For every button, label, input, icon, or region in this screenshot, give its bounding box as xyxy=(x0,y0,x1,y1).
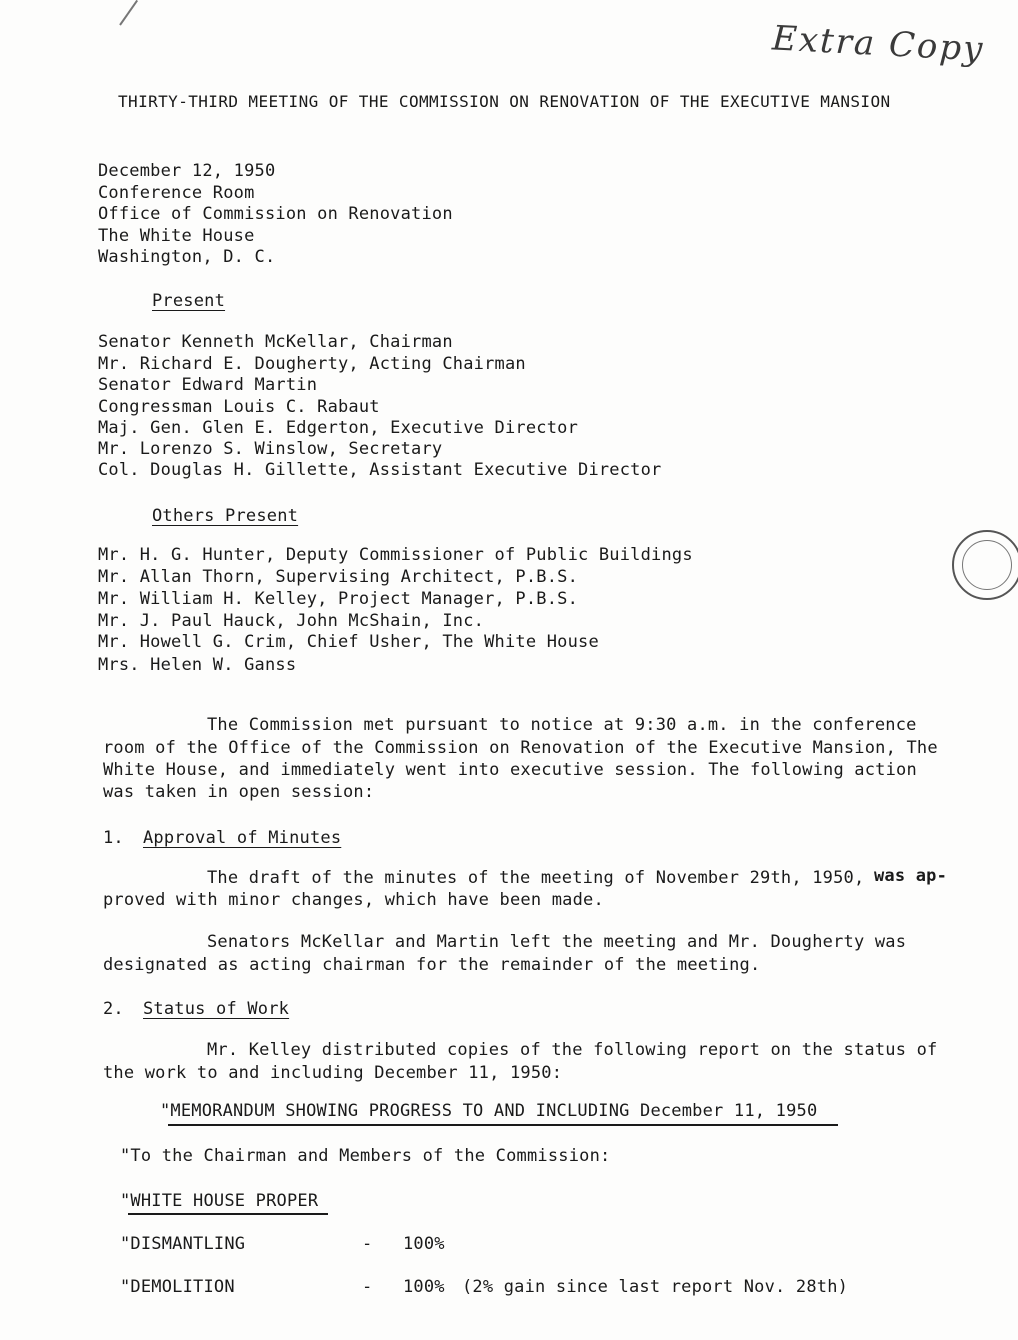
section-1-number: 1. xyxy=(103,828,124,848)
paragraph-line: room of the Office of the Commission on Renovation of the Executive Mansion, The xyxy=(103,738,938,758)
paragraph-line: The Commission met pursuant to notice at 9:30 a.m. in the conference xyxy=(207,715,917,735)
present-member: Senator Edward Martin xyxy=(98,375,318,395)
section-1-para1-line1 xyxy=(207,867,864,889)
memo-heading: "MEMORANDUM SHOWING PROGRESS TO AND INCLUDING December 11, 1950 xyxy=(160,1101,818,1121)
section-2-heading: Status of Work xyxy=(143,999,290,1019)
paragraph-line: White House, and immediately went into executive session. The following action xyxy=(103,760,917,780)
progress-note: (2% gain since last report Nov. 28th) xyxy=(462,1277,849,1297)
memo-heading-underline xyxy=(168,1124,838,1126)
meeting-room: Conference Room xyxy=(98,183,255,203)
others-present-member: Mr. J. Paul Hauck, John McShain, Inc. xyxy=(98,611,485,631)
section-2-para1-line2: the work to and including December 11, 1950: xyxy=(103,1063,563,1083)
section-1-para1-text: The draft of the minutes of the meeting of November 29th, 1950, xyxy=(207,868,865,888)
section-1-para1-line2: proved with minor changes, which have been made. xyxy=(103,890,604,910)
section-1-para1-typed-over: was ap- xyxy=(874,866,948,886)
stamp-inner-ring xyxy=(962,540,1012,590)
meeting-city: Washington, D. C. xyxy=(98,247,276,267)
others-present-member: Mr. Allan Thorn, Supervising Architect, P.B.S. xyxy=(98,567,579,587)
progress-dash: - xyxy=(362,1234,373,1254)
present-member: Mr. Lorenzo S. Winslow, Secretary xyxy=(98,439,443,459)
pencil-mark xyxy=(119,0,138,26)
present-member: Mr. Richard E. Dougherty, Acting Chairman xyxy=(98,354,526,374)
others-present-member: Mr. William H. Kelley, Project Manager, P.B.S. xyxy=(98,589,579,609)
meeting-date: December 12, 1950 xyxy=(98,161,276,181)
meeting-building: The White House xyxy=(98,226,255,246)
section-1-para2-line2: designated as acting chairman for the remainder of the meeting. xyxy=(103,955,761,975)
present-member: Congressman Louis C. Rabaut xyxy=(98,397,380,417)
present-member: Maj. Gen. Glen E. Edgerton, Executive Director xyxy=(98,418,579,438)
section-2-para1-line1: Mr. Kelley distributed copies of the following report on the status of xyxy=(207,1040,938,1060)
document-title: THIRTY-THIRD MEETING OF THE COMMISSION ON RENOVATION OF THE EXECUTIVE MANSION xyxy=(118,92,891,111)
section-1-heading: Approval of Minutes xyxy=(143,828,342,848)
library-stamp xyxy=(952,530,1018,600)
others-present-heading: Others Present xyxy=(152,506,299,526)
present-member: Senator Kenneth McKellar, Chairman xyxy=(98,332,453,352)
others-present-member: Mr. Howell G. Crim, Chief Usher, The White House xyxy=(98,632,599,652)
others-present-member: Mrs. Helen W. Ganss xyxy=(98,655,297,675)
paragraph-line: was taken in open session: xyxy=(103,782,375,802)
progress-value: 100% xyxy=(403,1234,445,1254)
progress-value: 100% xyxy=(403,1277,445,1297)
meeting-office: Office of Commission on Renovation xyxy=(98,204,453,224)
handwritten-note: Extra Copy xyxy=(771,18,986,70)
others-present-member: Mr. H. G. Hunter, Deputy Commissioner of Public Buildings xyxy=(98,545,693,565)
present-heading: Present xyxy=(152,291,226,311)
progress-label: "DISMANTLING xyxy=(120,1234,246,1254)
present-member: Col. Douglas H. Gillette, Assistant Executive Director xyxy=(98,460,662,480)
memo-subheading-underline xyxy=(128,1213,328,1215)
section-2-number: 2. xyxy=(103,999,124,1019)
memo-subheading: "WHITE HOUSE PROPER xyxy=(120,1191,319,1211)
progress-dash: - xyxy=(362,1277,373,1297)
progress-label: "DEMOLITION xyxy=(120,1277,235,1297)
memo-salutation: "To the Chairman and Members of the Commission: xyxy=(120,1146,611,1166)
section-1-para2-line1: Senators McKellar and Martin left the meeting and Mr. Dougherty was xyxy=(207,932,907,952)
